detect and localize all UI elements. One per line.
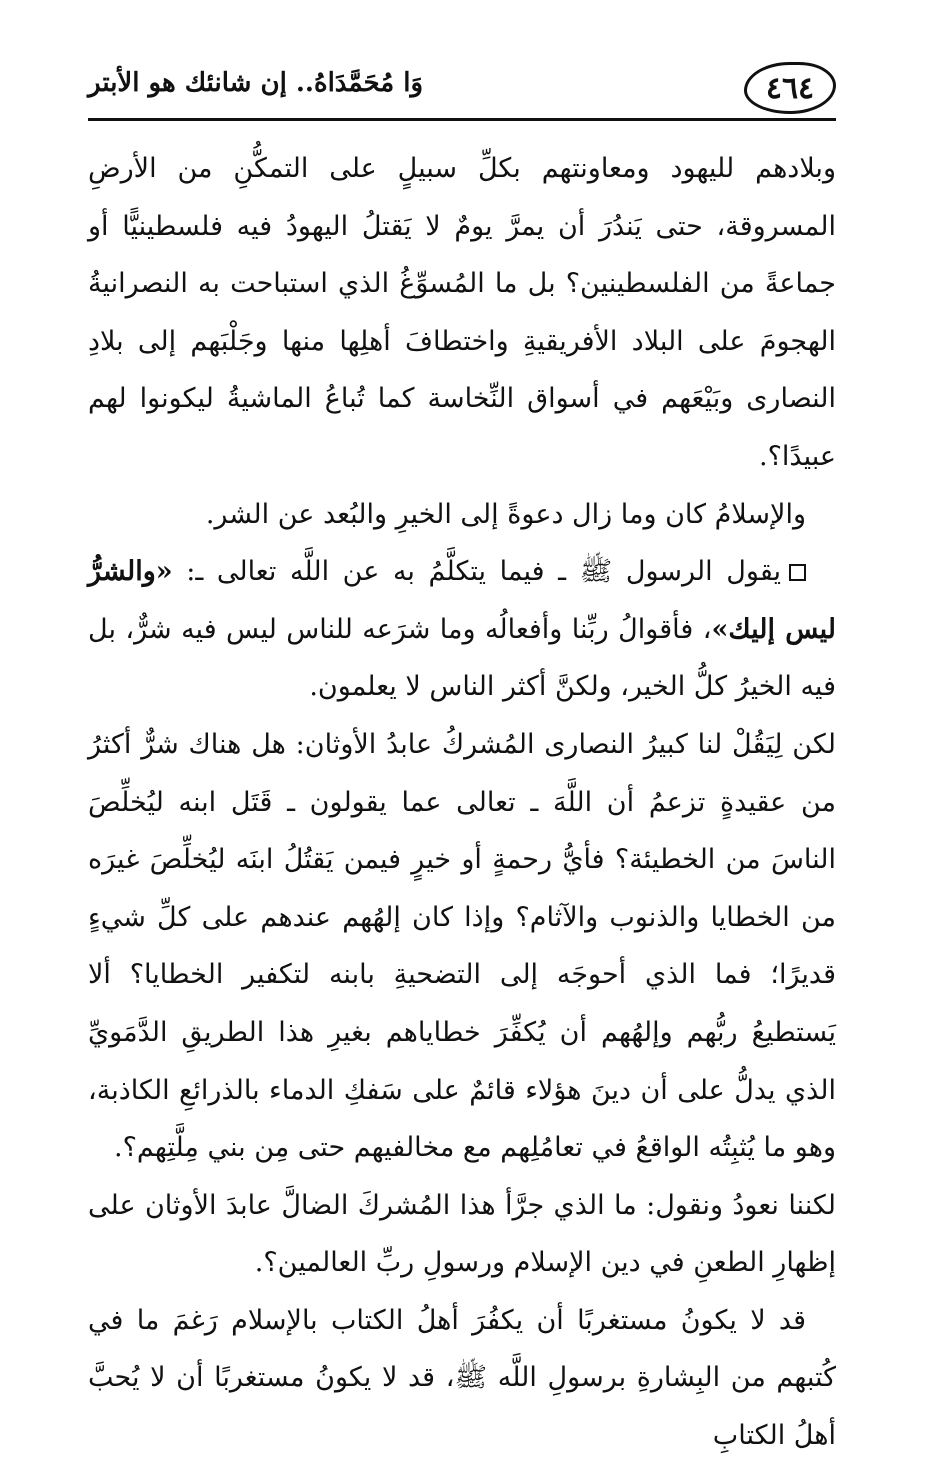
- paragraph-hadith: [88, 543, 836, 716]
- paragraph: لكن لِيَقُلْ لنا كبيرُ النصارى المُشركُ عابدُ الأوثان: هل هناك شرٌّ أكثرُ من عقيدةٍ تزعمُ أن اللَّهَ ـ تعالى عما يقولون ـ قَتَل ابنه ليُخلِّصَ الناسَ من الخطيئة؟ فأيُّ رحمةٍ أو خيرٍ فيمن يَقتُلُ ابنَه ليُخلِّصَ غيرَه من الخطايا والذنوب والآثام؟ وإذا كان إلهُهم عندهم على كلِّ شيءٍ قديرًا؛ فما الذي أحوجَه إلى التضحيةِ بابنه لتكفير الخطايا؟ ألا يَستطيعُ ربُّهم وإلهُهم أن يُكفِّرَ خطاياهم بغيرِ هذا الطريقِ الدَّمَويِّ الذي يدلُّ على أن دينَ هؤلاء قائمٌ على سَفكِ الدماء بالذرائعِ الكاذبة، وهو ما يُثبِتُه الواقعُ في تعامُلِهم مع مخالفيهم حتى مِن بني مِلَّتِهم؟.: [88, 728, 837, 1164]
- running-title: وَا مُحَمَّدَاهُ.. إن شانئك هو الأبتر: [88, 68, 424, 98]
- hadith-quote: «والشرُّ ليس إليك»: [88, 556, 836, 645]
- square-bullet-icon: [789, 564, 806, 581]
- paragraph: والإسلامُ كان وما زال دعوةً إلى الخيرِ والبُعد عن الشر.: [205, 498, 806, 530]
- page-number: ٤٦٤: [744, 62, 836, 114]
- page-body: [88, 140, 836, 1465]
- header-rule: [88, 118, 836, 121]
- paragraph: وبلادهم لليهود ومعاونتهم بكلِّ سبيلٍ على التمكُّنِ من الأرضِ المسروقة، حتى يَندُرَ أن يمرَّ يومٌ لا يَقتلُ اليهودُ فيه فلسطينيًّا أو جماعةً من الفلسطينين؟ بل ما المُسوِّغُ الذي استباحت به النصرانيةُ الهجومَ على البلاد الأفريقيةِ واختطافَ أهلِها منها وجَلْبَهم إلى بلادِ النصارى وبَيْعَهم في أسواق النِّخاسة كما تُباعُ الماشيةُ ليكونوا لهم عبيدًا؟.: [88, 153, 836, 472]
- paragraph: لكننا نعودُ ونقول: ما الذي جرَّأ هذا المُشركَ الضالَّ عابدَ الأوثان على إظهارِ الطعنِ في دين الإسلام ورسولِ ربِّ العالمين؟.: [88, 1189, 836, 1279]
- paragraph-text: ، فأقوالُ ربِّنا وأفعالُه وما شرَعه للناس ليس فيه شرٌّ، بل فيه الخيرُ كلُّ الخير، ولكنَّ أكثر الناس لا يعلمون.: [88, 613, 836, 703]
- paragraph-text: يقول الرسول ﷺ ـ فيما يتكلَّمُ به عن اللَّه تعالى ـ:: [172, 556, 781, 588]
- paragraph: قد لا يكونُ مستغربًا أن يكفُرَ أهلُ الكتاب بالإسلام رَغمَ ما في كُتبهم من البِشارةِ برسولِ اللَّه ﷺ، قد لا يكونُ مستغربًا أن لا يُحبَّ أهلُ الكتابِ: [88, 1304, 836, 1452]
- page-header: [88, 58, 836, 128]
